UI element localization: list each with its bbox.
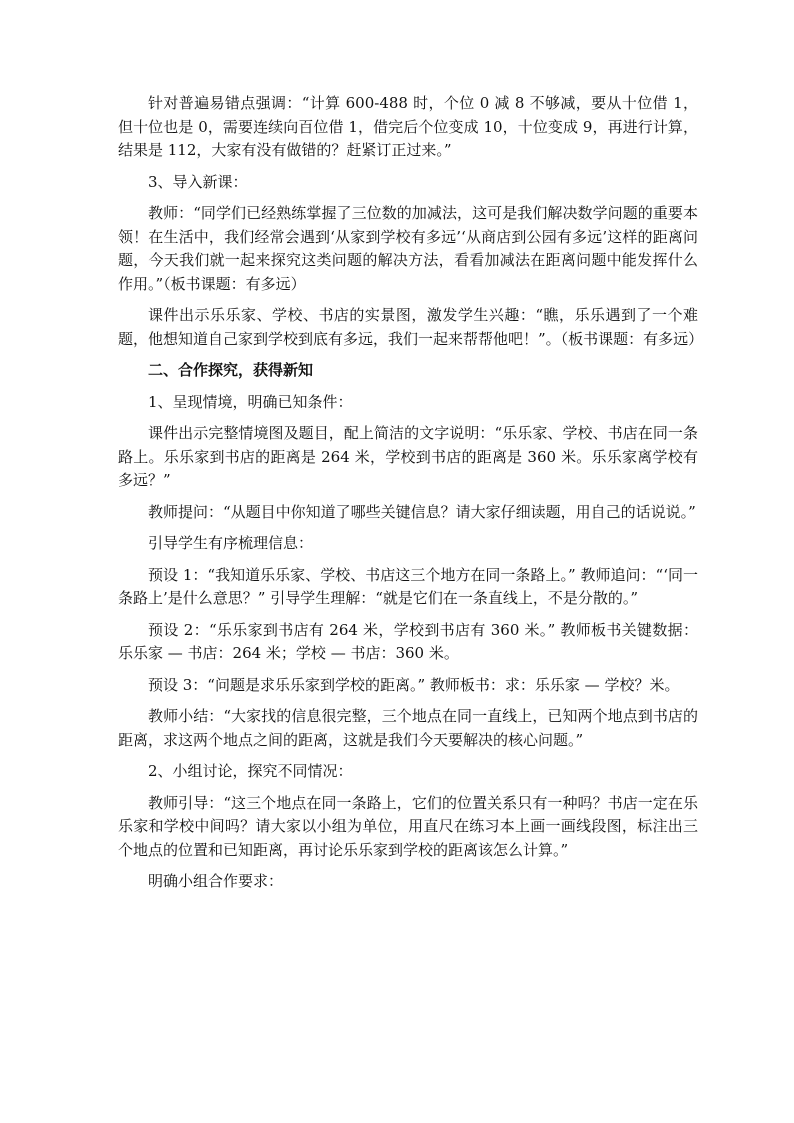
heading-introduce-lesson: 3、导入新课： [148,172,248,191]
heading-present-situation: 1、呈现情境，明确已知条件： [148,392,353,411]
paragraph-problem-statement: 课件出示完整情境图及题目，配上简洁的文字说明：“乐乐家、学校、书店在同一条路上。乐乐家到书店的距离是 264 米，学校到书店的距离是 360 米。乐乐家离学校有多远？” [118,424,698,489]
document-body [118,92,704,902]
paragraph-teacher-summary: 教师小结：“大家找的信息很完整，三个地点在同一直线上，已知两个地点到书店的距离，求这两个地点之间的距离，这就是我们今天要解决的核心问题。” [118,707,698,749]
paragraph-teacher-intro: 教师：“同学们已经熟练掌握了三位数的加减法，这可是我们解决数学问题的重要本领！在生活中，我们经常会遇到‘从家到学校有多远’‘从商店到公园有多远’这样的距离问题，今天我们就一起来探究这类问题的解决方法，看看加减法在距离问题中能发挥什么作用。”（板书课题：有多远） [118,204,698,293]
paragraph-preset-2: 预设 2：“乐乐家到书店有 264 米，学校到书店有 360 米。” 教师板书关键数据：乐乐家 — 书店：264 米；学校 — 书店：360 米。 [118,620,698,662]
paragraph-guide-sort-info: 引导学生有序梳理信息： [148,534,314,552]
paragraph-group-requirements: 明确小组合作要求： [148,872,284,890]
heading-group-discussion: 2、小组讨论，探究不同情况： [148,762,353,780]
paragraph-preset-1: 预设 1：“我知道乐乐家、学校、书店这三个地方在同一条路上。” 教师追问：“‘同一条路上’是什么意思？” 引导学生理解：“就是它们在一条直线上，不是分散的。” [118,565,698,607]
paragraph-teacher-question: 教师提问：“从题目中你知道了哪些关键信息？请大家仔细读题，用自己的话说说。” [148,502,696,521]
paragraph-preset-3: 预设 3：“问题是求乐乐家到学校的距离。” 教师板书：求：乐乐家 — 学校？米。 [148,675,680,694]
paragraph-teacher-guide: 教师引导：“这三个地点在同一条路上，它们的位置关系只有一种吗？书店一定在乐乐家和学校中间吗？请大家以小组为单位，用直尺在练习本上画一画线段图，标注出三个地点的位置和已知距离，再讨论乐乐家到学校的距离该怎么计算。” [118,793,698,859]
paragraph-error-emphasis: 针对普遍易错点强调：“计算 600-488 时，个位 0 减 8 不够减，要从十位借 1，但十位也是 0，需要连续向百位借 1，借完后个位变成 10，十位变成 9，再进行计算，结果是 112，大家有没有做错的？赶紧订正过来。” [118,94,698,159]
paragraph-courseware-scene: 课件出示乐乐家、学校、书店的实景图，激发学生兴趣：“瞧，乐乐遇到了一个难题，他想知道自己家到学校到底有多远，我们一起来帮帮他吧！”。（板书课题：有多远） [118,306,704,348]
section-heading-cooperative-inquiry: 二、合作探究，获得新知 [148,361,314,379]
